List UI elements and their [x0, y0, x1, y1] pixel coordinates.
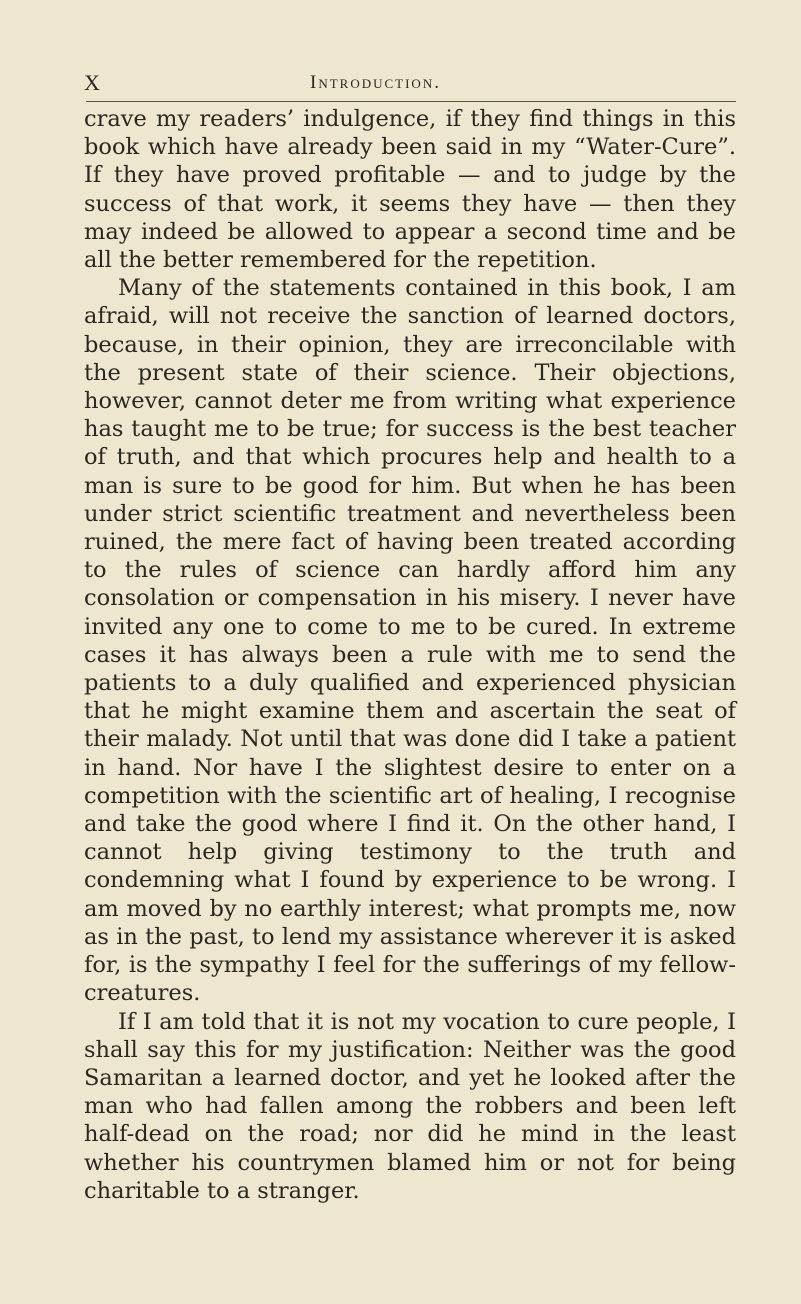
- running-head: [84, 64, 744, 104]
- header-rule: [86, 101, 736, 102]
- paragraph-1: crave my readers’ indulgence, if they find things in this book which have already been said in my “Water-Cure”. If they have proved profitable — and to judge by the success of that work, it seems they have — then they may indeed be allowed to appear a second time and be all the better remembered for the repetition.: [84, 106, 736, 274]
- body-text: [84, 105, 736, 1205]
- paragraph-3: If I am told that it is not my vocation to cure people, I shall say this for my justification: Neither was the good Samaritan a learned doctor, and yet he looked after the man who had fallen among the robbers and been left half-dead on the road; nor did he mind in the least whether his countrymen blamed him or not for being charitable to a stranger.: [84, 1008, 736, 1204]
- paragraph-2: Many of the statements contained in this book, I am afraid, will not receive the sanction of learned doctors, because, in their opinion, they are irreconcilable with the present state of their science. Their objections, however, cannot deter me from writing what experience has taught me to be true; for success is the best teacher of truth, and that which procures help and health to a man is sure to be good for him. But when he has been under strict scientific treatment and nevertheless been ruined, the mere fact of having been treated according to the rules of science can hardly afford him any consolation or compensation in his misery. I never have invited any one to come to me to be cured. In extreme cases it has always been a rule with me to send the patients to a duly qualified and experienced physician that he might examine them and ascertain the seat of their malady. Not until that was done did I take a patient in hand. Nor have I the slightest desire to enter on a competition with the scientific art of healing, I recognise and take the good where I find it. On the other hand, I cannot help giving testimony to the truth and condemning what I found by experience to be wrong. I am moved by no earthly interest; what prompts me, now as in the past, to lend my assistance wherever it is asked for, is the sympathy I feel for the sufferings of my fellow-creatures.: [84, 275, 736, 1007]
- running-head-title: Introduction.: [310, 72, 441, 93]
- page-number: X: [84, 70, 101, 95]
